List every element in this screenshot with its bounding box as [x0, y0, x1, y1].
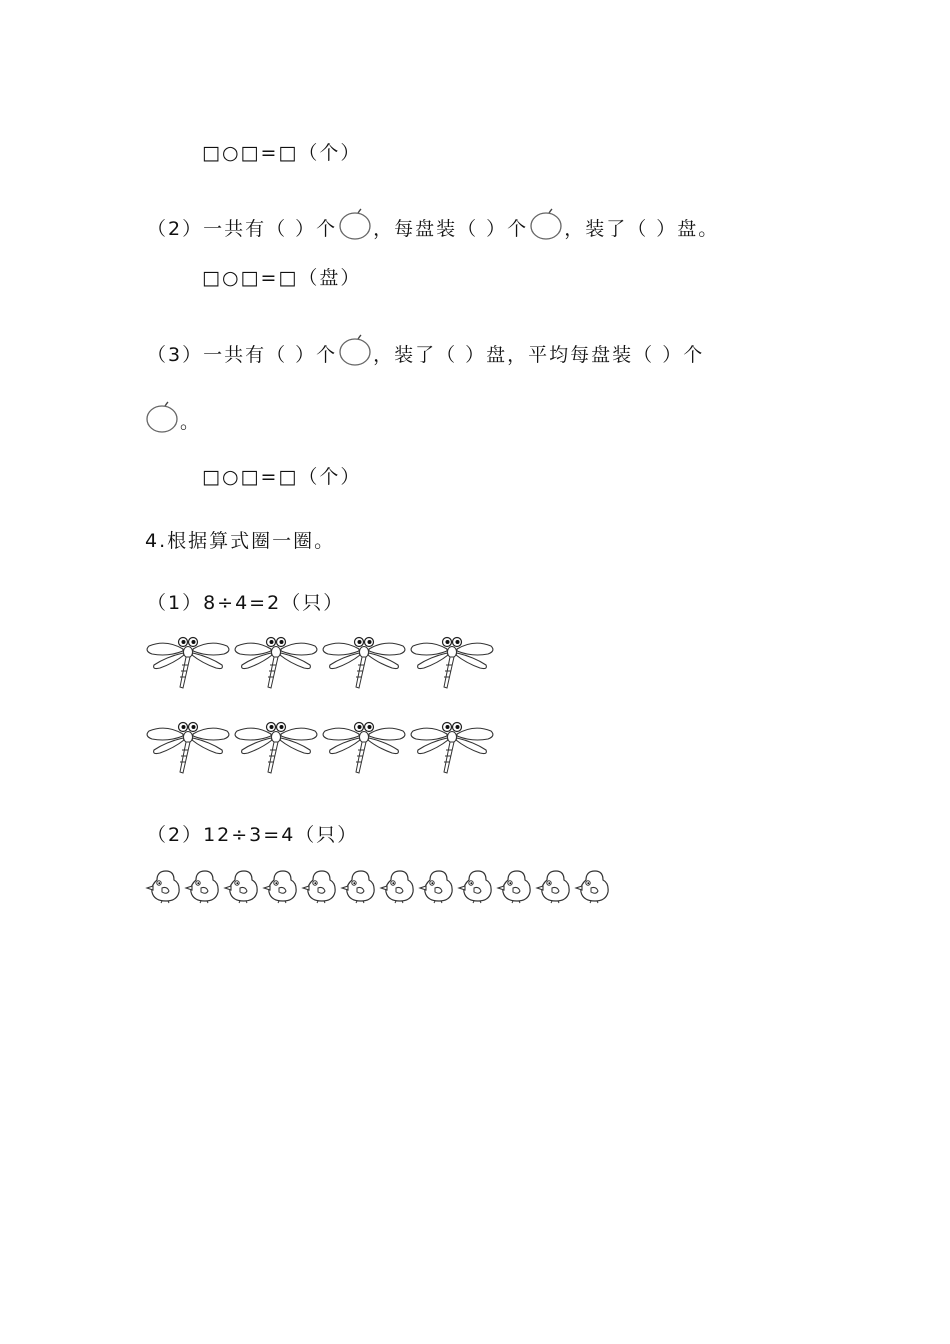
question-2-part-a: （2）一共有（ ）个	[147, 218, 338, 240]
chick-icon	[338, 868, 377, 904]
question-3-part-b: ，装了（ ）盘，平均每盘装（ ）个	[373, 344, 705, 366]
dragonfly-row-2	[144, 720, 496, 776]
question-4-2: （2）12÷3=4（只）	[147, 824, 359, 846]
question-3-part-a: （3）一共有（ ）个	[147, 344, 338, 366]
chick-icon	[416, 868, 455, 904]
apple-icon	[528, 205, 564, 241]
dragonfly-icon	[144, 635, 232, 691]
question-3-continued	[144, 398, 201, 434]
question-2	[147, 205, 719, 241]
question-2-part-b: ，每盘装（ ）个	[373, 218, 529, 240]
equation-2: □○□=□（盘）	[202, 267, 362, 289]
chick-icon	[494, 868, 533, 904]
question-4-1: （1）8÷4=2（只）	[147, 592, 345, 614]
chick-icon	[455, 868, 494, 904]
question-3-part-c: 。	[180, 411, 202, 433]
chick-icon	[533, 868, 572, 904]
equation-3: □○□=□（个）	[202, 466, 362, 488]
dragonfly-icon	[320, 635, 408, 691]
chick-icon	[572, 868, 611, 904]
chick-icon	[260, 868, 299, 904]
chick-icon	[221, 868, 260, 904]
apple-icon	[337, 205, 373, 241]
dragonfly-icon	[320, 720, 408, 776]
dragonfly-icon	[408, 720, 496, 776]
chick-icon	[299, 868, 338, 904]
apple-icon	[144, 398, 180, 434]
chick-icon	[182, 868, 221, 904]
dragonfly-icon	[408, 635, 496, 691]
chick-row	[143, 868, 611, 904]
dragonfly-row-1	[144, 635, 496, 691]
chick-icon	[377, 868, 416, 904]
dragonfly-icon	[232, 720, 320, 776]
equation-1: □○□=□（个）	[202, 142, 362, 164]
question-3	[147, 331, 704, 367]
section-4-title: 4.根据算式圈一圈。	[145, 530, 336, 552]
apple-icon	[337, 331, 373, 367]
chick-icon	[143, 868, 182, 904]
dragonfly-icon	[144, 720, 232, 776]
dragonfly-icon	[232, 635, 320, 691]
question-2-part-c: ，装了（ ）盘。	[564, 218, 720, 240]
